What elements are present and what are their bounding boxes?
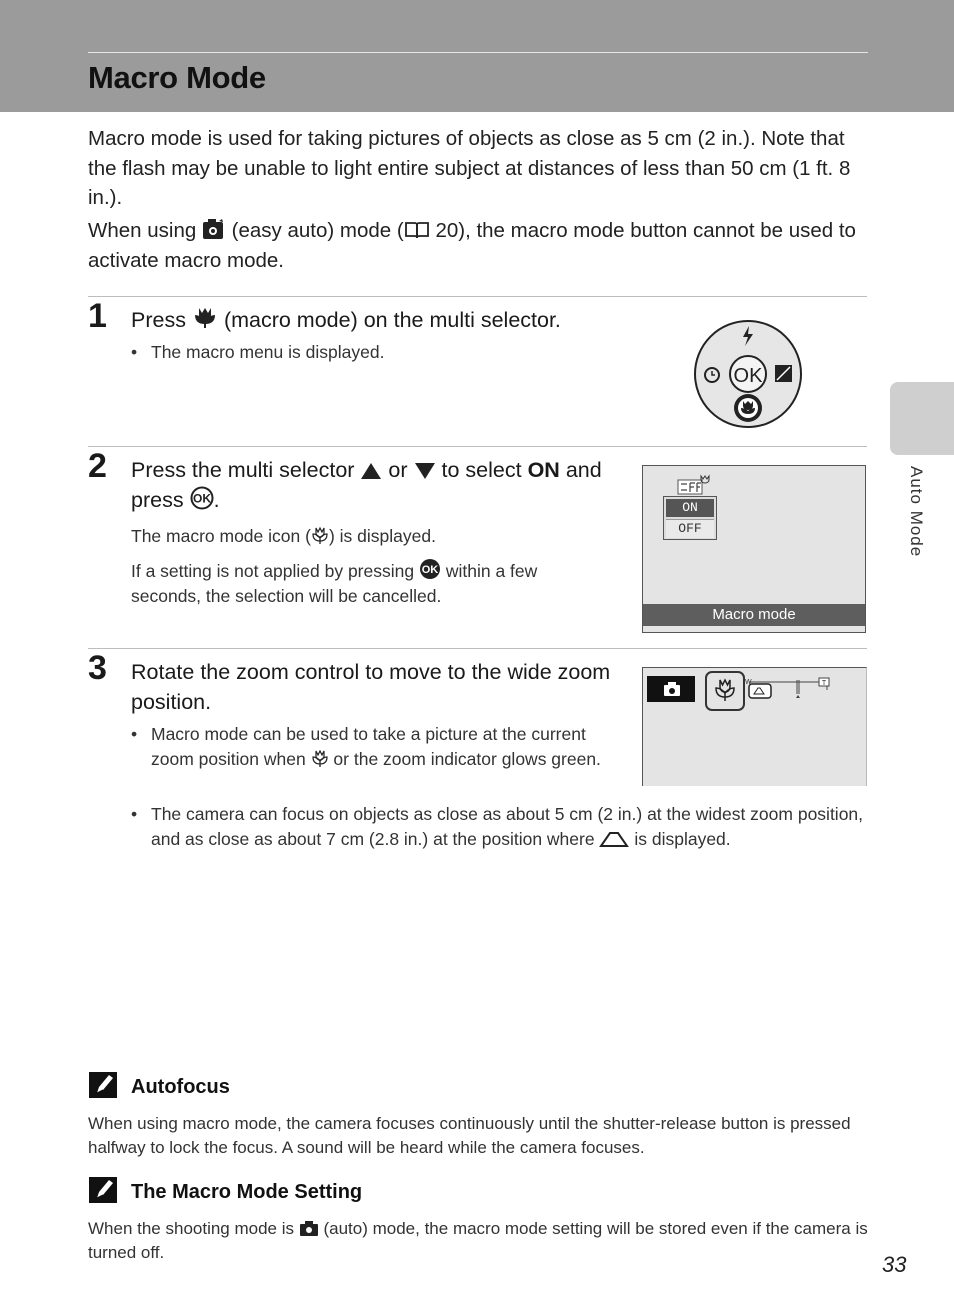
- menu-option-off[interactable]: OFF: [666, 519, 714, 538]
- note-macro-setting-text-b: (auto) mode, the macro mode setting will be stored even if the camera is turned off.: [88, 1219, 868, 1262]
- bullet-dot: •: [131, 804, 138, 824]
- step-2-text-1-a: The macro mode icon (: [131, 526, 311, 546]
- step-2-heading: [131, 455, 611, 515]
- page-number: 33: [882, 1252, 907, 1277]
- step-2-text-2-b: within a few seconds, the selection will be cancelled.: [131, 561, 538, 606]
- note-autofocus-text: When using macro mode, the camera focuses continuously until the shutter-release button is pressed halfway to lock the focus. A sound will be heard while the camera focuses.: [88, 1114, 851, 1157]
- intro-paragraph-1: Macro mode is used for taking pictures of objects as close as 5 cm (2 in.). Note that the flash may be unable to light entire subject at distances of less than 50 cm (1 ft. 8 in.).: [88, 127, 851, 209]
- macro-flower-icon: [713, 678, 737, 702]
- note-pencil-icon: [88, 1071, 118, 1099]
- book-reference-icon: [404, 220, 430, 240]
- step-3-bullet-1-b: or the zoom indicator glows green.: [333, 749, 601, 769]
- ok-button-icon: [190, 486, 214, 510]
- note-macro-setting-title: The Macro Mode Setting: [131, 1181, 363, 1203]
- step-3-number: 3: [88, 649, 107, 687]
- screen-caption: Macro mode: [643, 604, 865, 626]
- step-1-heading-a: Press: [131, 308, 186, 332]
- step-3-bullet-2-b: is displayed.: [634, 829, 731, 849]
- macro-menu-screen: [642, 465, 866, 633]
- macro-active-indicator: [705, 671, 745, 711]
- zoom-t-label: T: [821, 680, 827, 687]
- section-side-tab: [890, 382, 954, 455]
- svg-text:OK: OK: [733, 365, 763, 387]
- step-2-number: 2: [88, 447, 107, 485]
- note-autofocus-title: Autofocus: [131, 1076, 230, 1098]
- step-2-heading-or: or: [388, 458, 408, 482]
- svg-text:OK: OK: [192, 491, 211, 506]
- step-1-heading-b: (macro mode) on the multi selector.: [223, 308, 561, 332]
- page-title: Macro Mode: [88, 60, 266, 95]
- shooting-mode-tile: [647, 676, 695, 702]
- macro-menu-options: [663, 496, 717, 540]
- section-side-label: Auto Mode: [907, 466, 926, 558]
- down-triangle-icon: [414, 462, 436, 480]
- intro-paragraph-2: [88, 216, 878, 275]
- step-1-number: 1: [88, 297, 107, 335]
- step-1-divider: [88, 296, 867, 297]
- step-2-text-1-b: ) is displayed.: [328, 526, 436, 546]
- bullet-dot: •: [131, 724, 138, 744]
- note-macro-setting-text-a: When the shooting mode is: [88, 1219, 295, 1238]
- step-1-bullet: [131, 340, 384, 365]
- zoom-w-label: W: [745, 679, 752, 686]
- step-3-bullet-2: [131, 802, 871, 852]
- close-focus-icon: [599, 830, 629, 848]
- macro-flower-icon: [192, 306, 218, 330]
- menu-option-on[interactable]: ON: [666, 499, 714, 517]
- bullet-dot: •: [131, 342, 138, 362]
- zoom-screen: [642, 667, 867, 786]
- step-2-heading-a: Press the multi selector: [131, 458, 355, 482]
- multi-selector-diagram: [692, 318, 804, 430]
- camera-icon: [663, 681, 681, 697]
- step-2-heading-b: to select: [441, 458, 522, 482]
- easy-auto-icon: [202, 218, 226, 240]
- step-3-divider: [88, 648, 867, 649]
- svg-text:OK: OK: [421, 564, 439, 576]
- step-2-text-2: [131, 558, 591, 609]
- header-rule: [88, 52, 868, 53]
- step-1-bullet-text: The macro menu is displayed.: [151, 342, 385, 362]
- step-2-heading-c: and press: [131, 458, 602, 512]
- step-3-bullet-1-a: Macro mode can be used to take a picture at the current zoom position when: [151, 724, 586, 769]
- note-pencil-icon: [88, 1176, 118, 1204]
- camera-icon: [299, 1219, 319, 1237]
- up-triangle-icon: [360, 462, 382, 480]
- step-2-heading-d: .: [213, 488, 220, 512]
- step-3-bullet-1: [131, 722, 611, 772]
- step-1-heading: [131, 305, 561, 335]
- step-2-heading-on: ON: [527, 458, 560, 482]
- macro-flower-icon: [311, 750, 329, 768]
- zoom-indicator: [743, 676, 833, 706]
- intro-text-c: 20), the macro mode button cannot be used to activate macro mode.: [88, 219, 856, 272]
- intro-text-b: (easy auto) mode (: [231, 219, 404, 242]
- ok-button-icon: [419, 558, 441, 580]
- macro-off-indicator-icon: [677, 474, 711, 496]
- step-3-heading: Rotate the zoom control to move to the wide zoom position.: [131, 660, 611, 714]
- step-2-divider: [88, 446, 867, 447]
- step-2-text-2-a: If a setting is not applied by pressing: [131, 561, 415, 581]
- step-3-bullet-2-a: The camera can focus on objects as close as about 5 cm (2 in.) at the widest zoom position, and as close as about 7 cm (2.8 in.) at the position where: [151, 804, 864, 849]
- step-2-text-1: [131, 524, 436, 549]
- note-macro-setting-text: [88, 1217, 868, 1265]
- macro-flower-icon: [311, 527, 329, 545]
- intro-text-a: When using: [88, 219, 197, 242]
